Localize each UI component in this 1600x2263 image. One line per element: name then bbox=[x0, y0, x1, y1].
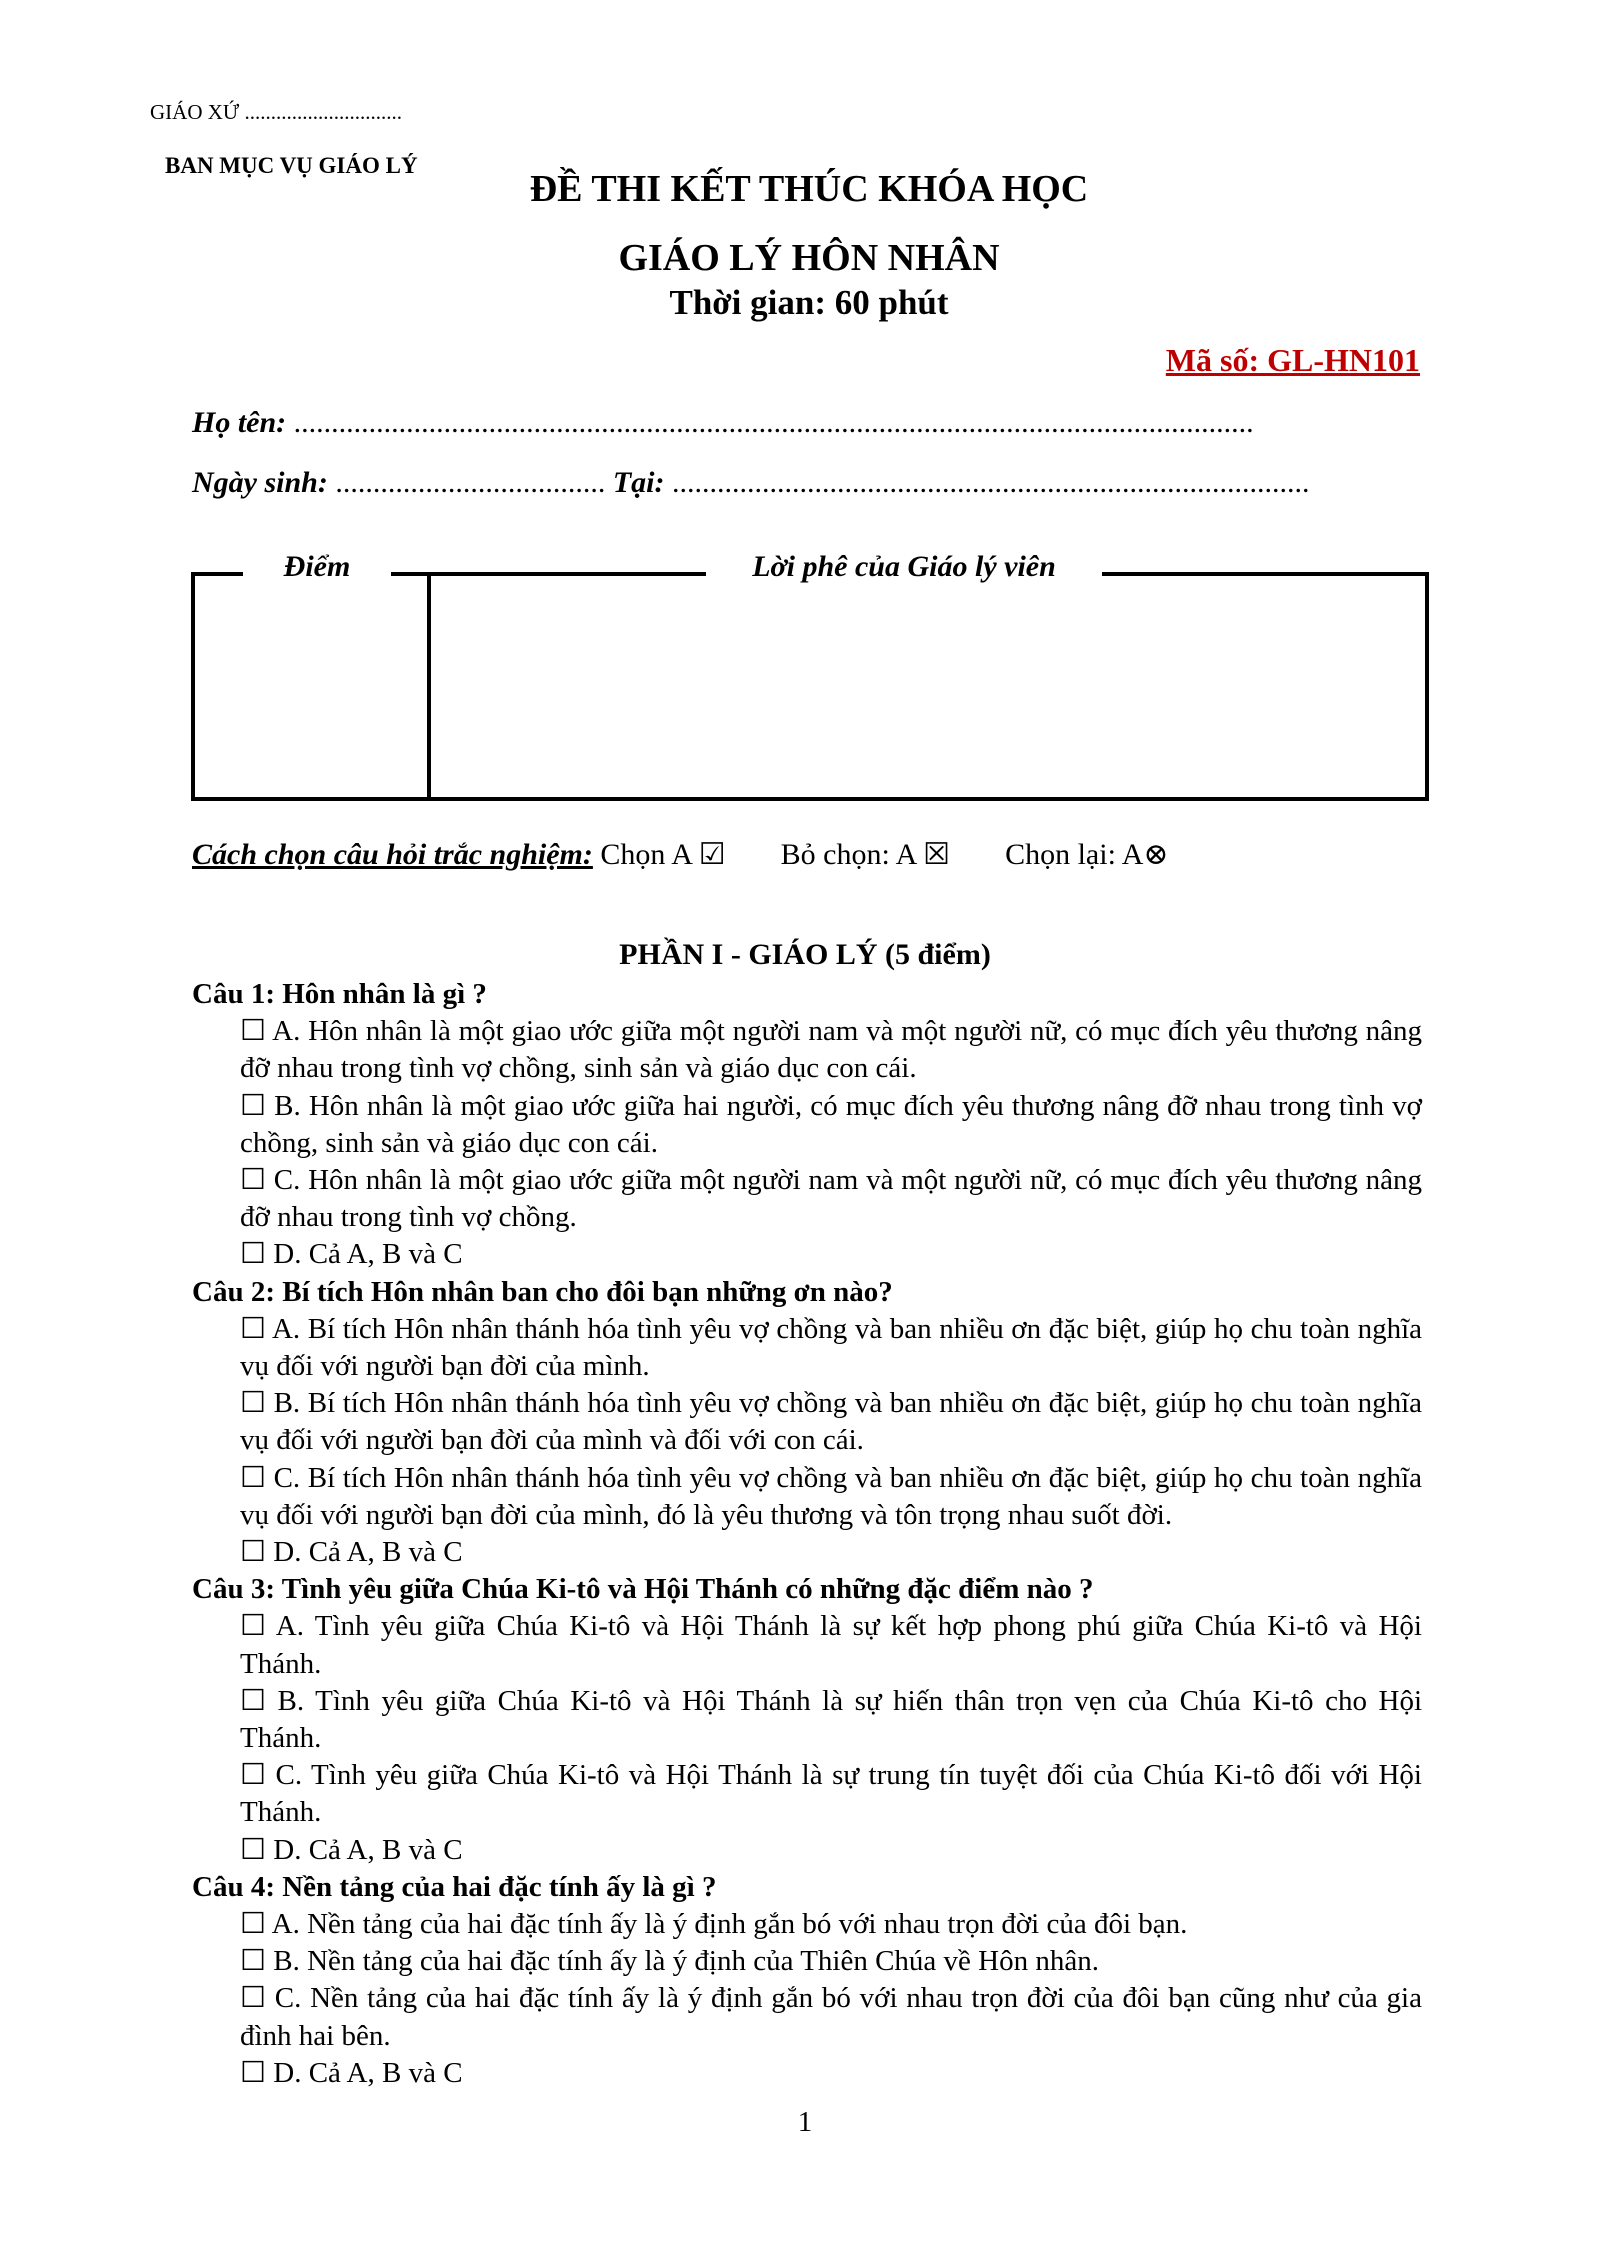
option-checkbox[interactable]: ☐ D. Cả A, B và C bbox=[240, 2056, 463, 2089]
name-field bbox=[192, 406, 1254, 440]
course-title: GIÁO LÝ HÔN NHÂN bbox=[618, 237, 1000, 279]
rechoose-instruction: Chọn lại: A⊗ bbox=[1005, 838, 1169, 871]
option-checkbox[interactable]: ☐ A. Bí tích Hôn nhân thánh hóa tình yêu vợ chồng và ban nhiều ơn đặc biệt, giúp họ chu toàn nghĩa vụ đối với người bạn đời của mình. bbox=[240, 1312, 1422, 1383]
dob-dots: .................................... bbox=[327, 466, 606, 499]
option-checkbox[interactable]: ☐ B. Nền tảng của hai đặc tính ấy là ý định của Thiên Chúa về Hôn nhân. bbox=[240, 1945, 1099, 1978]
department-label: BAN MỤC VỤ GIÁO LÝ bbox=[165, 153, 418, 178]
score-label: Điểm bbox=[243, 550, 391, 584]
question-title: Câu 4: Nền tảng của hai đặc tính ấy là gì ? bbox=[192, 1870, 717, 1903]
name-label: Họ tên: bbox=[192, 406, 287, 439]
option-checkbox[interactable]: ☐ C. Hôn nhân là một giao ước giữa một người nam và một người nữ, có mục đích yêu thương nâng đỡ nhau trong tình vợ chồng. bbox=[240, 1164, 1422, 1234]
option-checkbox[interactable]: ☐ C. Tình yêu giữa Chúa Ki-tô và Hội Thánh là sự trung tín tuyệt đối của Chúa Ki-tô đối với Hội Thánh. bbox=[240, 1759, 1422, 1829]
choose-instruction: Chọn A ☑ bbox=[592, 838, 726, 871]
unchoose-instruction: Bỏ chọn: A ☒ bbox=[780, 838, 951, 871]
exam-title: ĐỀ THI KẾT THÚC KHÓA HỌC bbox=[529, 168, 1089, 210]
option-checkbox[interactable]: ☐ C. Bí tích Hôn nhân thánh hóa tình yêu vợ chồng và ban nhiều ơn đặc biệt, giúp họ chu toàn nghĩa vụ đối với người bạn đời của mình, đó là yêu thương và tôn trọng nhau suốt đời. bbox=[240, 1461, 1422, 1531]
question-1 bbox=[192, 976, 1422, 1274]
instructions-lead: Cách chọn câu hỏi trắc nghiệm: bbox=[192, 838, 593, 871]
question-2 bbox=[192, 1274, 1422, 1572]
section-title: PHẦN I - GIÁO LÝ (5 điểm) bbox=[619, 938, 991, 971]
option-checkbox[interactable]: ☐ B. Tình yêu giữa Chúa Ki-tô và Hội Thánh là sự hiến thân trọn vẹn của Chúa Ki-tô cho Hội Thánh. bbox=[240, 1684, 1422, 1755]
option-checkbox[interactable]: ☐ D. Cả A, B và C bbox=[240, 1833, 463, 1866]
option-checkbox[interactable]: ☐ C. Nền tảng của hai đặc tính ấy là ý định gắn bó với nhau trọn đời của đôi bạn cũng như của gia đình hai bên. bbox=[240, 1982, 1422, 2052]
option-checkbox[interactable]: ☐ B. Hôn nhân là một giao ước giữa hai người, có mục đích yêu thương nâng đỡ nhau trong tình vợ chồng, sinh sản và giáo dục con cái. bbox=[240, 1089, 1422, 1159]
option-checkbox[interactable]: ☐ A. Hôn nhân là một giao ước giữa một người nam và một người nữ, có mục đích yêu thương nâng đỡ nhau trong tình vợ chồng, sinh sản và giáo dục con cái. bbox=[240, 1015, 1422, 1085]
grade-box-divider bbox=[427, 576, 431, 797]
question-title: Câu 3: Tình yêu giữa Chúa Ki-tô và Hội Thánh có những đặc điểm nào ? bbox=[192, 1573, 1094, 1606]
question-3 bbox=[192, 1571, 1422, 1869]
name-dots: ................................................................................................................................ bbox=[286, 406, 1254, 439]
dob-label: Ngày sinh: bbox=[192, 466, 328, 499]
dob-field bbox=[192, 466, 1310, 500]
option-checkbox[interactable]: ☐ A. Nền tảng của hai đặc tính ấy là ý định gắn bó với nhau trọn đời của đôi bạn. bbox=[240, 1908, 1188, 1941]
answer-instructions bbox=[192, 837, 1169, 872]
option-checkbox[interactable]: ☐ A. Tình yêu giữa Chúa Ki-tô và Hội Thánh là sự kết hợp phong phú giữa Chúa Ki-tô và Hội Thánh. bbox=[240, 1610, 1422, 1680]
place-label: Tại: bbox=[612, 466, 665, 499]
option-checkbox[interactable]: ☐ D. Cả A, B và C bbox=[240, 1536, 463, 1569]
option-checkbox[interactable]: ☐ D. Cả A, B và C bbox=[240, 1238, 463, 1271]
question-title: Câu 1: Hôn nhân là gì ? bbox=[192, 978, 487, 1010]
parish-label: GIÁO XỨ .............................. bbox=[150, 100, 402, 124]
question-list bbox=[192, 976, 1422, 2092]
grade-box bbox=[191, 572, 1429, 801]
place-dots: ..................................................................................... bbox=[664, 466, 1310, 499]
page-number: 1 bbox=[797, 2106, 813, 2138]
question-title: Câu 2: Bí tích Hôn nhân ban cho đôi bạn những ơn nào? bbox=[192, 1275, 893, 1308]
exam-duration: Thời gian: 60 phút bbox=[669, 283, 949, 322]
exam-code: Mã số: GL-HN101 bbox=[1165, 342, 1420, 378]
option-checkbox[interactable]: ☐ B. Bí tích Hôn nhân thánh hóa tình yêu vợ chồng và ban nhiều ơn đặc biệt, giúp họ chu toàn nghĩa vụ đối với người bạn đời của mình và đối với con cái. bbox=[240, 1387, 1422, 1457]
comment-label: Lời phê của Giáo lý viên bbox=[706, 550, 1102, 584]
question-4 bbox=[192, 1869, 1422, 2092]
